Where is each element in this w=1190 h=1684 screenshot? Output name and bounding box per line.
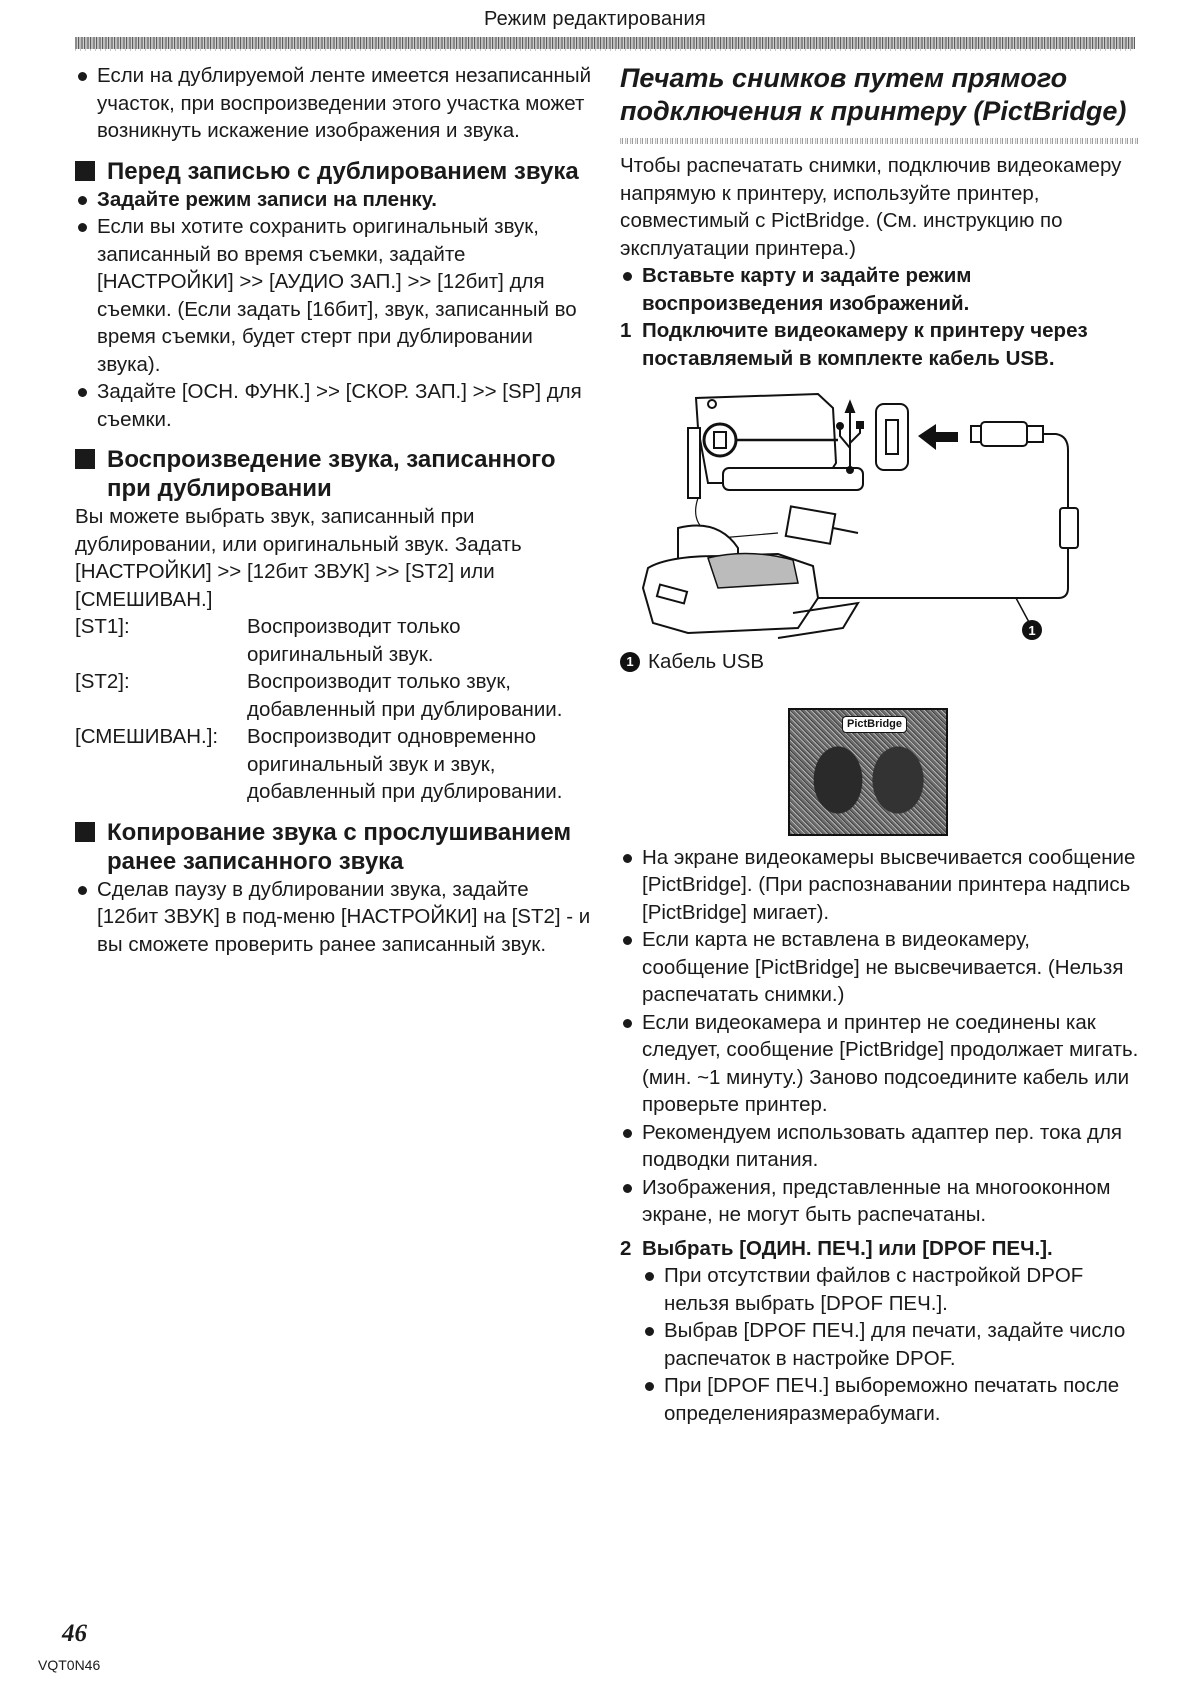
section-title-pictbridge: Печать снимков путем прямого подключения к принтеру (PictBridge) xyxy=(620,63,1127,126)
illustration-caption xyxy=(620,648,1140,676)
square-bullet-icon xyxy=(75,161,95,181)
list-item: При [DPOF ПЕЧ.] выборeможно печатать после определенияразмерабумаги. xyxy=(642,1372,1140,1427)
section-heading-copy-sound: Копирование звука с прослушиванием ранее записанного звука xyxy=(75,818,595,876)
step-text: Выбрать [ОДИН. ПЕЧ.] или [DPOF ПЕЧ.]. xyxy=(642,1236,1053,1260)
square-bullet-icon xyxy=(75,449,95,469)
bold-instruction: Вставьте карту и задайте режим воспроизведения изображений. xyxy=(620,262,1140,317)
option-row xyxy=(75,613,595,668)
list-item: Сделав паузу в дублировании звука, задайте [12бит ЗВУК] в под-меню [НАСТРОЙКИ] на [ST2] - и вы сможете проверить ранее записанный звук. xyxy=(75,876,595,959)
intro-bullet: Если на дублируемой ленте имеется незаписанный участок, при воспроизведении этого участка может возникнуть искажение изображения и звука. xyxy=(75,62,595,145)
right-column xyxy=(620,62,1140,1427)
list-item: Изображения, представленные на многооконном экране, не могут быть распечатаны. xyxy=(620,1174,1140,1229)
left-column xyxy=(75,62,595,958)
camera-screen-image xyxy=(788,708,948,836)
svg-text:1: 1 xyxy=(1028,623,1036,638)
step-number: 1 xyxy=(620,319,632,342)
title-divider xyxy=(620,138,1140,144)
list-item: При отсутствии файлов с настройкой DPOF нельзя выбрать [DPOF ПЕЧ.]. xyxy=(642,1262,1140,1317)
step-2-notes xyxy=(620,1262,1140,1427)
page-header-title: Режим редактирования xyxy=(484,8,706,30)
page-number: 46 xyxy=(62,1620,87,1647)
step-number: 2 xyxy=(620,1236,632,1260)
caption-text: Кабель USB xyxy=(648,650,765,673)
step-1 xyxy=(620,317,1140,372)
document-code: VQT0N46 xyxy=(38,1657,101,1673)
list-item: На экране видеокамеры высвечивается сообщение [PictBridge]. (При распознавании принтера надпись [PictBridge] мигает). xyxy=(620,844,1140,927)
camera-printer-usb-diagram-icon xyxy=(628,388,1088,648)
header-divider xyxy=(75,37,1135,49)
list-item: Если карта не вставлена в видеокамеру, сообщение [PictBridge] не высвечивается. (Нельзя распечатать снимки.) xyxy=(620,926,1140,1009)
pictbridge-badge: PictBridge xyxy=(842,716,907,733)
intro-paragraph: Чтобы распечатать снимки, подключив видеокамеру напрямую к принтеру, используйте принтер, совместимый с PictBridge. (См. инструкцию по эксплуатации принтера.) xyxy=(620,154,1122,260)
section-paragraph: Вы можете выбрать звук, записанный при дублировании, или оригинальный звук. Задать [НАСТРОЙКИ] >> [12бит ЗВУК] >> [ST2] или [СМЕШИВАН.] xyxy=(75,505,522,611)
list-item: Выбрав [DPOF ПЕЧ.] для печати, задайте число распечаток в настройке DPOF. xyxy=(642,1317,1140,1372)
options-list xyxy=(75,613,595,806)
list-item: Если вы хотите сохранить оригинальный звук, записанный во время съемки, задайте [НАСТРОЙКИ] >> [АУДИО ЗАП.] >> [12бит] для съемки. (Если задать [16бит], звук, записанный во время съемки, будет стерт при дублировании звука). xyxy=(75,213,595,378)
square-bullet-icon xyxy=(75,822,95,842)
step-2 xyxy=(620,1235,1140,1263)
list-item: Рекомендуем использовать адаптер пер. тока для подводки питания. xyxy=(620,1119,1140,1174)
section-heading-playback: Воспроизведение звука, записанного при дублировании xyxy=(75,445,595,503)
list-item: Задайте [ОСН. ФУНК.] >> [СКОР. ЗАП.] >> [SP] для съемки. xyxy=(75,378,595,433)
bold-instruction: Задайте режим записи на пленку. xyxy=(75,186,595,214)
option-def: Воспроизводит только звук, добавленный при дублировании. xyxy=(247,670,563,721)
callout-number-icon: 1 xyxy=(620,652,640,672)
connection-illustration xyxy=(628,388,1088,648)
option-term: [ST2]: xyxy=(75,670,130,693)
step-text: Подключите видеокамеру к принтеру через поставляемый в комплекте кабель USB. xyxy=(642,319,1088,370)
section-heading-before-dubbing: Перед записью с дублированием звука xyxy=(75,157,595,186)
option-term: [СМЕШИВАН.]: xyxy=(75,725,219,748)
option-def: Воспроизводит одновременно оригинальный звук и звук, добавленный при дублировании. xyxy=(247,725,563,803)
option-term: [ST1]: xyxy=(75,615,130,638)
option-row xyxy=(75,668,595,723)
option-row xyxy=(75,723,595,806)
option-def: Воспроизводит только оригинальный звук. xyxy=(247,615,461,666)
list-item: Если видеокамера и принтер не соединены как следует, сообщение [PictBridge] продолжает мигать. (мин. ~1 минуту.) Заново подсоедините кабель или проверьте принтер. xyxy=(620,1009,1140,1119)
